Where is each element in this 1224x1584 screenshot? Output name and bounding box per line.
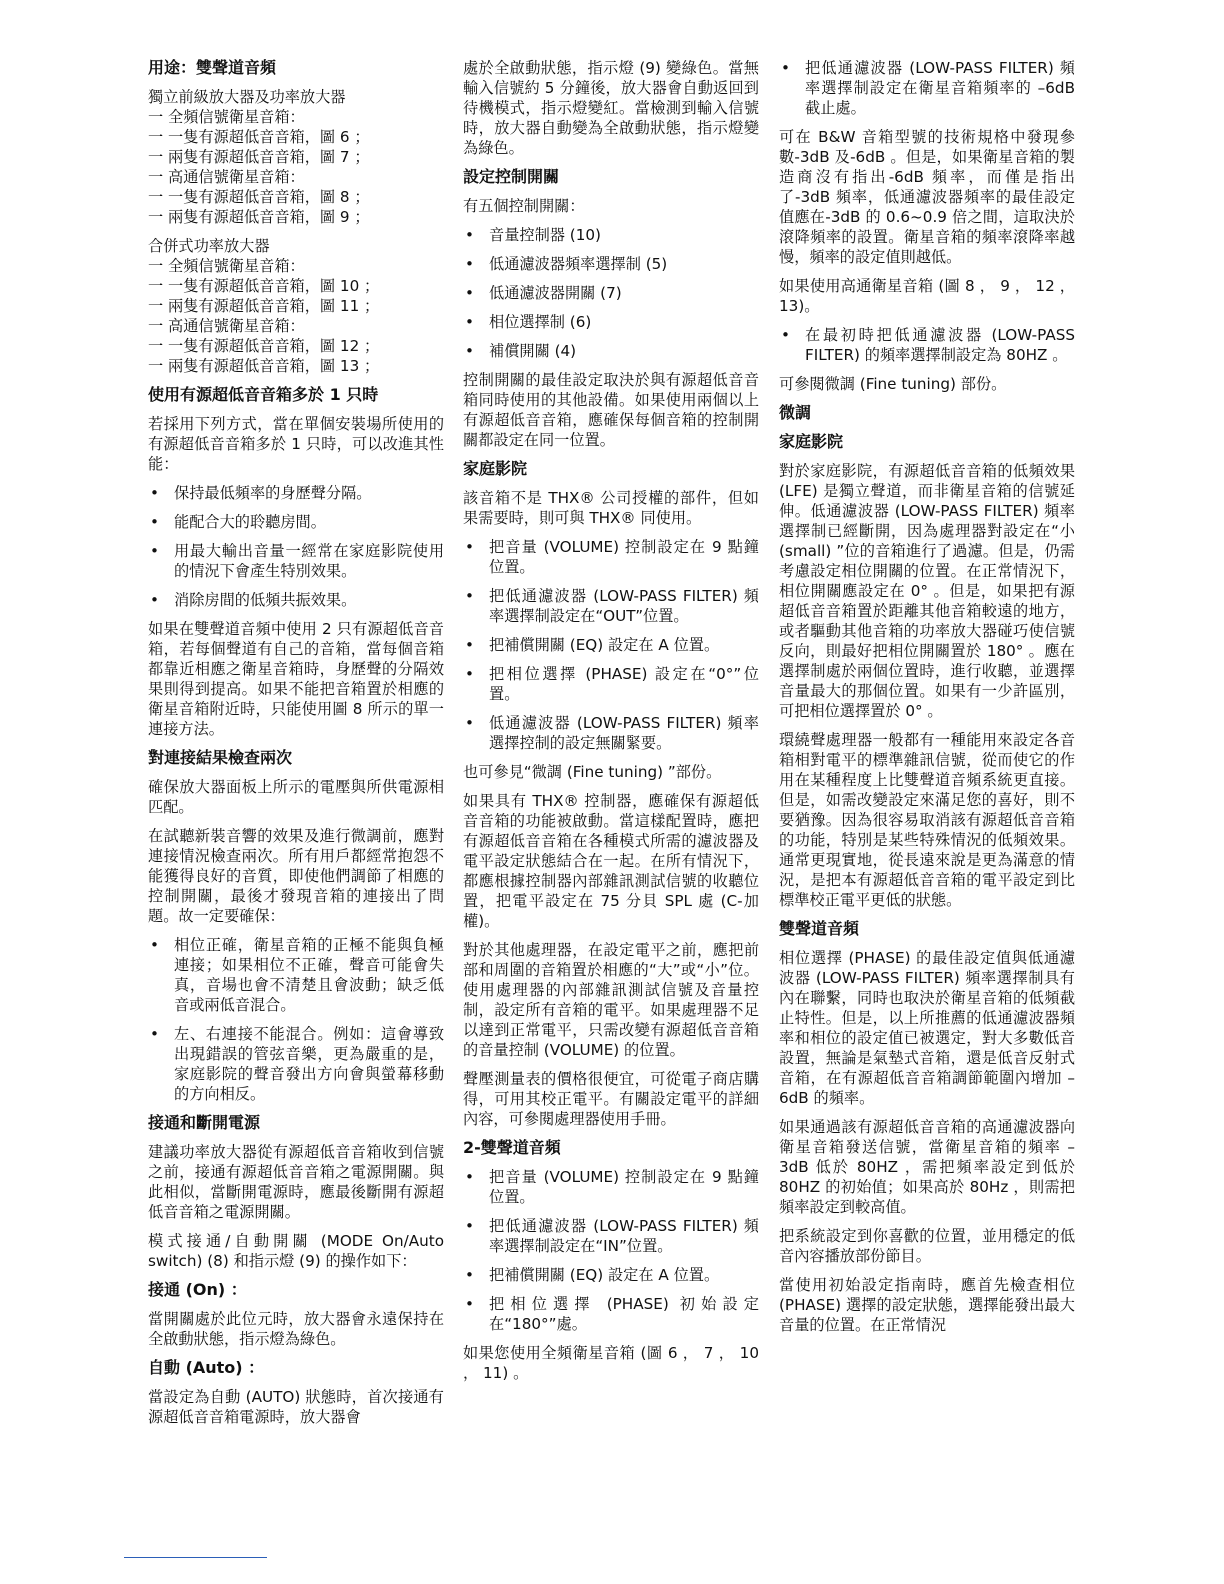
- bullet-item: [148, 1024, 444, 1104]
- bullet-item: [463, 713, 759, 753]
- paragraph: 如果通過該有源超低音音箱的高通濾波器向衛星音箱發送信號，當衛星音箱的頻率 –3dB 低於 80HZ ，需把頻率設定到低於 80HZ 的初始值；如果高於 80Hz ，則需把頻率設定到較高值。: [779, 1118, 1075, 1216]
- column-3: [779, 58, 1075, 1344]
- paragraph: 環繞聲處理器一般都有一種能用來設定各音箱相對電平的標準雜訊信號，從而使它的作用在某種程度上比雙聲道音頻系統更直接。但是，如需改變設定來滿足您的喜好，則不要猶豫。因為很容易取消該有源超低音音箱的功能，特別是某些特殊情況的低頻效果。通常更現實地，從長遠來說是更為滿意的情況，是把本有源超低音音箱的電平設定到比標準校正電平更低的狀態。: [779, 731, 1075, 909]
- section-heading: 接通 (On) ：: [148, 1280, 247, 1299]
- section-heading: 雙聲道音頻: [779, 919, 860, 938]
- bullet-item: [463, 537, 759, 577]
- bullet-text: 把相位選擇 (PHASE) 設定在“0°”位置。: [489, 665, 759, 703]
- paragraph: 當使用初始設定指南時，應首先檢查相位 (PHASE) 選擇的設定狀態，選擇能發出最大音量的位置。在正常情況: [779, 1276, 1075, 1334]
- bullet-icon: •: [781, 326, 790, 344]
- bullet-icon: •: [150, 591, 159, 609]
- line-group: [148, 236, 444, 376]
- paragraph: 聲壓測量表的價格很便宜，可從電子商店購得，可用其校正電平。有關設定電平的詳細內容，可參閱處理器使用手冊。: [463, 1070, 759, 1128]
- paragraph: 處於全啟動狀態，指示燈 (9) 變綠色。當無輸入信號約 5 分鐘後，放大器會自動返回到待機模式，指示燈變紅。當檢測到輸入信號時，放大器自動變為全啟動狀態，指示燈變為綠色。: [463, 59, 759, 157]
- bullet-text: 左、右連接不能混合。例如：這會導致出現錯誤的管弦音樂，更為嚴重的是，家庭影院的聲音發出方向會與螢幕移動的方向相反。: [174, 1025, 444, 1103]
- bullet-icon: •: [150, 484, 159, 502]
- bullet-item: [148, 483, 444, 503]
- bullet-text: 把低通濾波器 (LOW-PASS FILTER) 頻率選擇制設定在衛星音箱頻率的 –6dB 截止處。: [805, 59, 1075, 117]
- line-group: [148, 87, 444, 227]
- paragraph: 對於其他處理器，在設定電平之前，應把前部和周圍的音箱置於相應的“大”或“小”位。使用處理器的內部雜訊測試信號及音量控制，設定所有音箱的電平。如果處理器不足以達到正常電平，只需改變有源超低音音箱的音量控制 (VOLUME) 的位置。: [463, 941, 759, 1059]
- bullet-item: [148, 512, 444, 532]
- bullet-text: 把音量 (VOLUME) 控制設定在 9 點鐘位置。: [489, 1168, 759, 1206]
- text-line: 獨立前級放大器及功率放大器: [148, 88, 346, 106]
- bullet-text: 把低通濾波器 (LOW-PASS FILTER) 頻率選擇制設定在“IN”位置。: [489, 1217, 759, 1255]
- bullet-icon: •: [465, 538, 474, 556]
- bullet-icon: •: [150, 1025, 159, 1043]
- bullet-text: 相位選擇制 (6): [489, 313, 592, 331]
- bullet-item: [463, 225, 759, 245]
- paragraph: 該音箱不是 THX® 公司授權的部件，但如果需要時，則可與 THX® 同使用。: [463, 489, 759, 527]
- text-line: 一 一隻有源超低音音箱，圖 6 ；: [148, 128, 370, 146]
- bullet-text: 相位正確，衛星音箱的正極不能與負極連接；如果相位不正確，聲音可能會失真，音場也會不清楚且會波動；缺乏低音或兩低音混合。: [174, 936, 444, 1014]
- section-heading: 自動 (Auto) ：: [148, 1358, 265, 1377]
- paragraph: 有五個控制開關：: [463, 197, 585, 215]
- bullet-icon: •: [465, 587, 474, 605]
- footer-rule: [124, 1557, 267, 1558]
- section-heading: 家庭影院: [463, 459, 528, 478]
- bullet-item: [148, 590, 444, 610]
- bullet-icon: •: [465, 1295, 474, 1313]
- bullet-icon: •: [150, 513, 159, 531]
- bullet-icon: •: [465, 226, 474, 244]
- text-line: 一 一隻有源超低音音箱，圖 8 ；: [148, 188, 370, 206]
- bullet-text: 把補償開關 (EQ) 設定在 A 位置。: [489, 1266, 720, 1284]
- bullet-text: 在最初時把低通濾波器 (LOW-PASS FILTER) 的頻率選擇制設定為 80HZ 。: [805, 326, 1075, 364]
- text-line: 合併式功率放大器: [148, 237, 270, 255]
- paragraph: 控制開關的最佳設定取決於與有源超低音音箱同時使用的其他設備。如果使用兩個以上有源超低音音箱，應確保每個音箱的控制開關都設定在同一位置。: [463, 371, 759, 449]
- paragraph: 建議功率放大器從有源超低音音箱收到信號之前，接通有源超低音音箱之電源開關。與此相似，當斷開電源時，應最後斷開有源超低音音箱之電源開關。: [148, 1143, 444, 1221]
- paragraph: 對於家庭影院，有源超低音音箱的低頻效果 (LFE) 是獨立聲道，而非衛星音箱的信號延伸。低通濾波器 (LOW-PASS FILTER) 頻率選擇制已經斷開，因為處理器對設定在“小 (small) ”位的音箱進行了過濾。但是，仍需考慮設定相位開關的位置。在正常情況下，相位開關應設定在 0° 。但是，如果把有源超低音音箱置於距離其他音箱較遠的地方，或者驅動其他音箱的功率放大器碰巧使信號反向，則最好把相位開關置於 180° 。應在選擇制處於兩個位置時，進行收聽，並選擇音量最大的那個位置。如果有一少許區別，可把相位選擇置於 0° 。: [779, 462, 1075, 720]
- bullet-item: [463, 1167, 759, 1207]
- bullet-icon: •: [465, 255, 474, 273]
- paragraph: 當設定為自動 (AUTO) 狀態時，首次接通有源超低音音箱電源時，放大器會: [148, 1388, 444, 1426]
- bullet-text: 低通濾波器開關 (7): [489, 284, 622, 302]
- text-line: 一 高通信號衛星音箱：: [148, 168, 305, 186]
- text-line: 一 全頻信號衛星音箱：: [148, 257, 305, 275]
- bullet-icon: •: [781, 59, 790, 77]
- bullet-text: 保持最低頻率的身歷聲分隔。: [174, 484, 372, 502]
- bullet-icon: •: [465, 1266, 474, 1284]
- section-heading: 使用有源超低音音箱多於 1 只時: [148, 385, 379, 404]
- section-heading: 微調: [779, 403, 812, 422]
- bullet-icon: •: [465, 714, 474, 732]
- paragraph: 如果具有 THX® 控制器，應確保有源超低音音箱的功能被啟動。當這樣配置時，應把有源超低音音箱在各種模式所需的濾波器及電平設定狀態結合在一起。在所有情況下，都應根據控制器內部雜訊測試信號的收聽位置，把電平設定在 75 分貝 SPL 處 (C-加權)。: [463, 792, 759, 930]
- paragraph: 如果在雙聲道音頻中使用 2 只有源超低音音箱，若每個聲道有自己的音箱，當每個音箱都靠近相應之衛星音箱時，身歷聲的分隔效果則得到提高。如果不能把音箱置於相應的衛星音箱附近時，只能使用圖 8 所示的單一連接方法。: [148, 620, 444, 738]
- bullet-text: 把補償開關 (EQ) 設定在 A 位置。: [489, 636, 720, 654]
- section-heading: 設定控制開關: [463, 167, 560, 186]
- paragraph: 確保放大器面板上所示的電壓與所供電源相匹配。: [148, 778, 444, 816]
- section-heading: 用途：雙聲道音頻: [148, 58, 277, 77]
- bullet-text: 把音量 (VOLUME) 控制設定在 9 點鐘位置。: [489, 538, 759, 576]
- bullet-icon: •: [465, 636, 474, 654]
- bullet-item: [463, 635, 759, 655]
- bullet-item: [779, 325, 1075, 365]
- text-line: 一 兩隻有源超低音音箱，圖 11 ；: [148, 297, 380, 315]
- paragraph: 可在 B&W 音箱型號的技術規格中發現參數-3dB 及-6dB 。但是，如果衛星音箱的製造商沒有指出-6dB 頻率，而僅是指出了-3dB 頻率，低通濾波器頻率的最佳設定值應在-3dB 的 0.6~0.9 倍之間，這取決於滾降頻率的設置。衛星音箱的頻率滾降率越慢，頻率的設定值則越低。: [779, 128, 1075, 266]
- column-1: [148, 58, 444, 1436]
- text-line: 一 兩隻有源超低音音箱，圖 13 ；: [148, 357, 380, 375]
- bullet-text: 音量控制器 (10): [489, 226, 601, 244]
- section-heading: 對連接結果檢查兩次: [148, 748, 293, 767]
- bullet-text: 把相位選擇 (PHASE) 初始設定在“180°”處。: [489, 1295, 759, 1333]
- bullet-item: [779, 58, 1075, 118]
- bullet-text: 低通濾波器 (LOW-PASS FILTER) 頻率選擇控制的設定無關緊要。: [489, 714, 759, 752]
- bullet-item: [463, 341, 759, 361]
- paragraph: 如果您使用全頻衛星音箱 (圖 6 ， 7 ， 10 ， 11) 。: [463, 1344, 759, 1382]
- paragraph: 在試聽新裝音響的效果及進行微調前，應對連接情況檢查兩次。所有用戶都經常抱怨不能獲得良好的音質，即使他們調節了相應的控制開關，最後才發現音箱的連接出了問題。故一定要確保：: [148, 827, 444, 925]
- bullet-icon: •: [465, 1217, 474, 1235]
- paragraph: 模式接通/自動開關 (MODE On/Auto switch) (8) 和指示燈 (9) 的操作如下：: [148, 1232, 444, 1270]
- bullet-icon: •: [465, 665, 474, 683]
- section-heading: 接通和斷開電源: [148, 1113, 261, 1132]
- bullet-item: [463, 283, 759, 303]
- text-line: 一 兩隻有源超低音音箱，圖 9 ；: [148, 208, 370, 226]
- column-2: [463, 58, 759, 1392]
- bullet-item: [463, 1294, 759, 1334]
- paragraph: 如果使用高通衛星音箱 (圖 8 ， 9 ， 12 ， 13)。: [779, 277, 1075, 315]
- bullet-text: 用最大輸出音量一經常在家庭影院使用的情況下會產生特別效果。: [174, 542, 444, 580]
- text-line: 一 全頻信號衛星音箱：: [148, 108, 305, 126]
- bullet-item: [463, 254, 759, 274]
- bullet-item: [463, 664, 759, 704]
- bullet-icon: •: [150, 936, 159, 954]
- paragraph: 可參閱微調 (Fine tuning) 部份。: [779, 375, 1007, 393]
- paragraph: 把系統設定到你喜歡的位置，並用穩定的低音內容播放部份節目。: [779, 1227, 1075, 1265]
- section-heading: 家庭影院: [779, 432, 844, 451]
- bullet-icon: •: [150, 542, 159, 560]
- bullet-item: [463, 312, 759, 332]
- text-line: 一 兩隻有源超低音音箱，圖 7 ；: [148, 148, 370, 166]
- paragraph: 相位選擇 (PHASE) 的最佳設定值與低通濾波器 (LOW-PASS FILTER) 頻率選擇制具有內在聯繫，同時也取決於衛星音箱的低頻截止特性。但是，以上所推薦的低通濾波器頻率和相位的設定值已被選定，對大多數低音設置，無論是氣墊式音箱，還是低音反射式音箱，在有源超低音音箱調節範圍內增加 – 6dB 的頻率。: [779, 949, 1075, 1107]
- paragraph: 若採用下列方式，當在單個安裝場所使用的有源超低音音箱多於 1 只時，可以改進其性能：: [148, 415, 444, 473]
- section-heading: 2-雙聲道音頻: [463, 1138, 561, 1157]
- bullet-text: 補償開關 (4): [489, 342, 577, 360]
- text-line: 一 一隻有源超低音音箱，圖 12 ；: [148, 337, 380, 355]
- bullet-icon: •: [465, 1168, 474, 1186]
- bullet-icon: •: [465, 284, 474, 302]
- text-line: 一 一隻有源超低音音箱，圖 10 ；: [148, 277, 380, 295]
- bullet-text: 把低通濾波器 (LOW-PASS FILTER) 頻率選擇制設定在“OUT”位置。: [489, 587, 759, 625]
- paragraph: 也可參見“微調 (Fine tuning) ”部份。: [463, 763, 722, 781]
- bullet-icon: •: [465, 313, 474, 331]
- bullet-item: [148, 935, 444, 1015]
- bullet-item: [463, 1216, 759, 1256]
- bullet-icon: •: [465, 342, 474, 360]
- bullet-text: 消除房間的低頻共振效果。: [174, 591, 357, 609]
- bullet-item: [463, 586, 759, 626]
- bullet-item: [463, 1265, 759, 1285]
- paragraph: 當開關處於此位元時，放大器會永遠保持在全啟動狀態，指示燈為綠色。: [148, 1310, 444, 1348]
- text-line: 一 高通信號衛星音箱：: [148, 317, 305, 335]
- bullet-item: [148, 541, 444, 581]
- bullet-text: 低通濾波器頻率選擇制 (5): [489, 255, 668, 273]
- bullet-text: 能配合大的聆聽房間。: [174, 513, 326, 531]
